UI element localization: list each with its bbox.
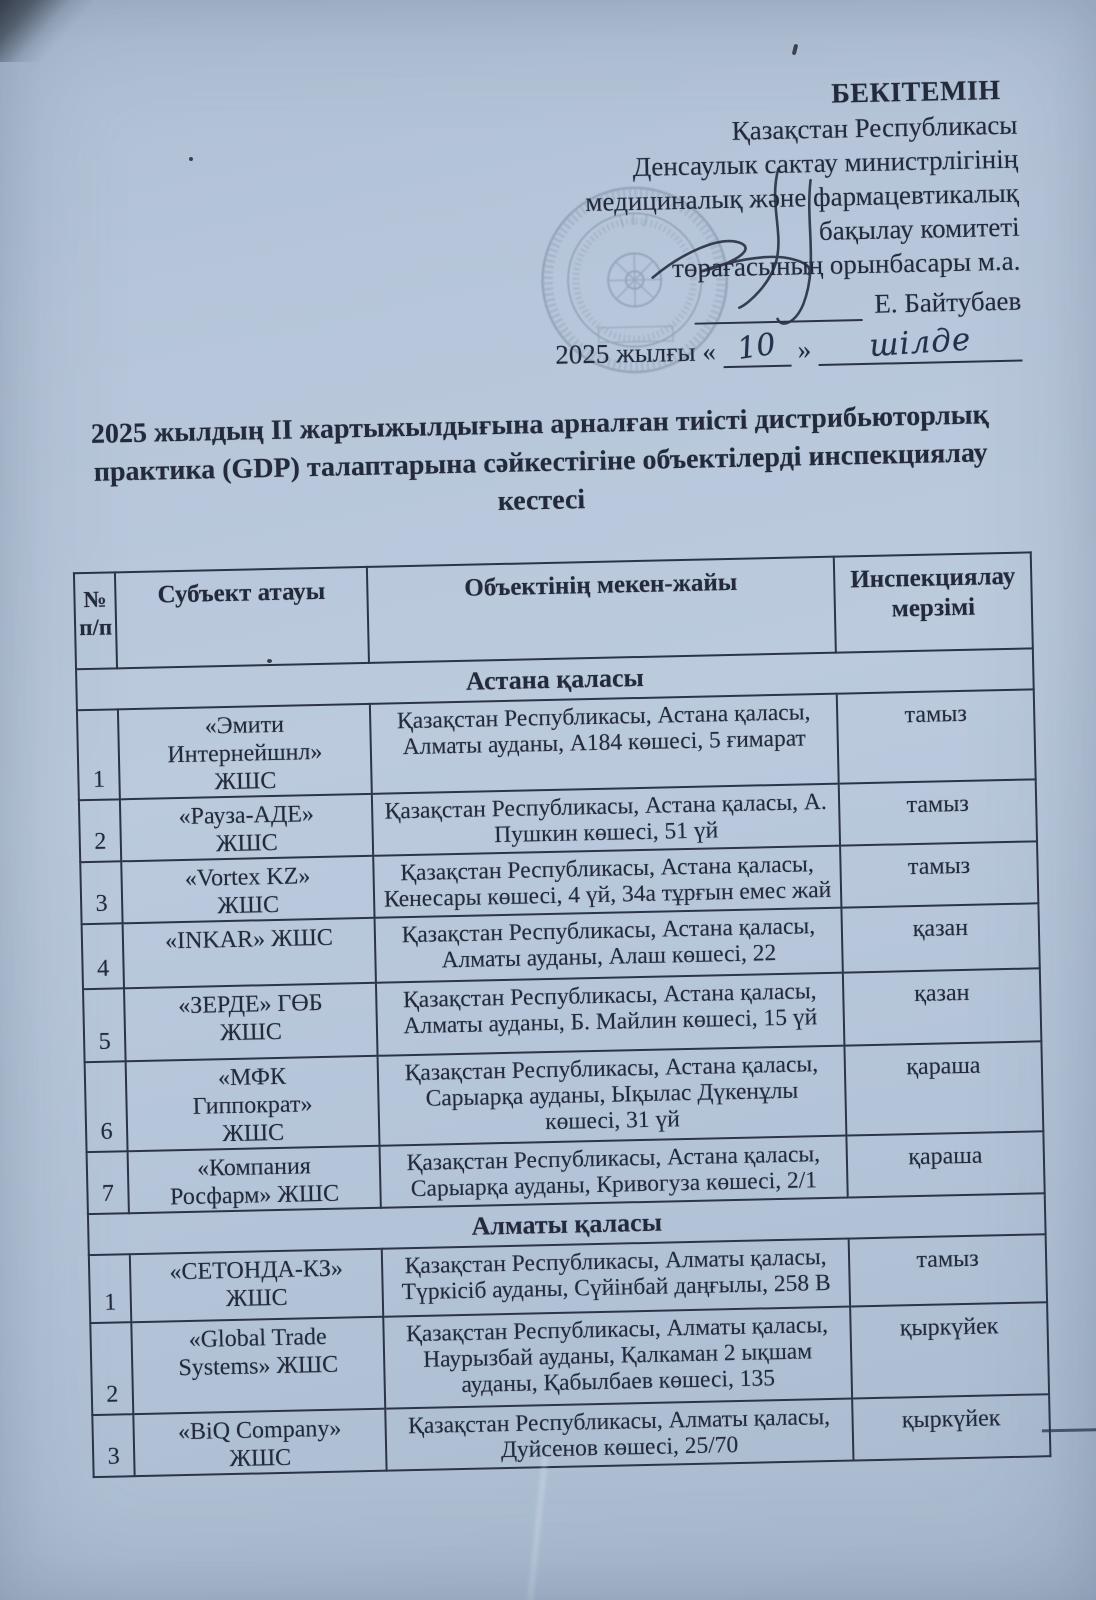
city-section-label: Алматы қаласы <box>88 1193 1046 1255</box>
inspection-table <box>73 551 1052 1478</box>
column-header-num: № п/п <box>74 572 117 669</box>
address-cell: Қазақстан Республикасы, Астана қаласы, Алматы ауданы, А184 көшесі, 5 ғимарат <box>370 694 839 794</box>
subject-cell: «Vortex KZ» ЖШС <box>121 856 374 923</box>
subject-cell: «МФК Гиппократ» ЖШС <box>126 1056 380 1151</box>
signer-name: Е. Байтубаев <box>873 285 1022 319</box>
org-line: төрағасының орынбасары м.а. <box>671 245 1021 284</box>
term-cell: тамыз <box>839 779 1037 845</box>
org-line: Қазақстан Республикасы <box>731 109 1018 146</box>
subject-cell: «Рауза-АДЕ» ЖШС <box>120 794 373 861</box>
org-line: бақылау комитеті <box>818 211 1020 246</box>
address-cell: Қазақстан Республикасы, Алматы қаласы, Наурызбай ауданы, Қалкаман 2 ықшам ауданы, Қабылбаев көшесі, 135 <box>383 1307 852 1409</box>
column-header-subject: Субъект атауы <box>115 567 369 668</box>
handwritten-month: шілде <box>868 321 973 365</box>
title-line: 2025 жылдың II жартыжылдығына арналған тиісті дистрибьюторлық <box>90 399 990 450</box>
subject-cell: «BiQ Company» ЖШС <box>133 1409 386 1476</box>
term-cell: қыркүйек <box>850 1302 1049 1398</box>
num-cell: 6 <box>85 1061 128 1152</box>
term-cell: қазан <box>841 903 1039 972</box>
org-line: Денсаулык сактау министрлігінің <box>632 143 1019 182</box>
num-cell: 2 <box>90 1322 133 1415</box>
date-day-blank <box>722 327 791 368</box>
num-cell: 7 <box>87 1151 129 1214</box>
column-header-address: Объектінің мекен-жайы <box>367 557 836 663</box>
subject-cell: «INKAR» ЖШС <box>123 918 376 988</box>
subject-cell: «Global Trade Systems» ЖШС <box>131 1317 385 1414</box>
address-cell: Қазақстан Республикасы, Астана қаласы, Кенесары көшесі, 4 үй, 34а тұрғын емес жай <box>373 846 841 918</box>
city-section-label: Астана қаласы <box>76 648 1034 710</box>
document-title <box>85 396 997 530</box>
term-cell: тамыз <box>840 841 1038 907</box>
term-cell: тамыз <box>849 1234 1047 1306</box>
org-line: медициналық және фармацевтикалық <box>584 177 1020 218</box>
address-cell: Қазақстан Республикасы, Астана қаласы, Сарыарқа ауданы, Ықылас Дүкенұлы көшесі, 31 үй <box>378 1046 847 1146</box>
num-cell: 4 <box>82 923 124 989</box>
table-body <box>76 648 1050 1477</box>
address-cell: Қазақстан Республикасы, Алматы қаласы, Дуйсенов көшесі, 25/70 <box>385 1399 853 1471</box>
address-cell: Қазақстан Республикасы, Астана қаласы, Алматы ауданы, Алаш көшесі, 22 <box>375 908 843 983</box>
address-cell: Қазақстан Республикасы, Алматы қаласы, Түркісіб ауданы, Сүйінбай даңғылы, 258 В <box>382 1239 850 1317</box>
num-cell: 5 <box>83 988 126 1062</box>
address-cell: Қазақстан Республикасы, Астана қаласы, А. Пушкин көшесі, 51 үй <box>372 784 840 856</box>
date-close-quote: » <box>797 334 812 365</box>
num-cell: 3 <box>92 1414 134 1477</box>
date-prefix: 2025 жылғы « <box>554 336 717 370</box>
date-month-blank <box>818 322 1023 366</box>
handwritten-day: 10 <box>735 326 779 367</box>
num-cell: 1 <box>89 1254 131 1323</box>
num-cell: 3 <box>80 861 122 924</box>
term-cell: тамыз <box>837 689 1036 783</box>
subject-cell: «СЕТОНДА-КЗ» ЖШС <box>130 1249 383 1322</box>
title-line: практика (GDP) талаптарына сәйкестігіне объектілерді инспекциялау <box>93 437 988 488</box>
title-line: кестесі <box>497 484 586 518</box>
subject-cell: «Эмити Интернейшнл» ЖШС <box>118 704 372 799</box>
num-cell: 1 <box>77 709 120 800</box>
approval-block <box>396 74 1022 375</box>
num-cell: 2 <box>79 799 121 862</box>
term-cell: қазан <box>843 968 1042 1045</box>
term-cell: қыркүйек <box>852 1394 1050 1460</box>
signature-line <box>694 289 863 325</box>
address-cell: Қазақстан Республикасы, Астана қаласы, Сарыарқа ауданы, Кривогуза көшесі, 2/1 <box>380 1136 848 1208</box>
term-cell: қараша <box>844 1041 1043 1135</box>
column-header-term: Инспекциялау мерзімі <box>834 552 1033 652</box>
term-cell: қараша <box>846 1131 1044 1197</box>
approve-label: БЕКІТЕМІН <box>830 74 1001 110</box>
subject-cell: «Компания Росфарм» ЖШС <box>128 1146 381 1213</box>
address-cell: Қазақстан Республикасы, Астана қаласы, Алматы ауданы, Б. Майлин көшесі, 15 үй <box>376 973 844 1056</box>
subject-cell: «ЗЕРДЕ» ГӨБ ЖШС <box>124 983 378 1061</box>
